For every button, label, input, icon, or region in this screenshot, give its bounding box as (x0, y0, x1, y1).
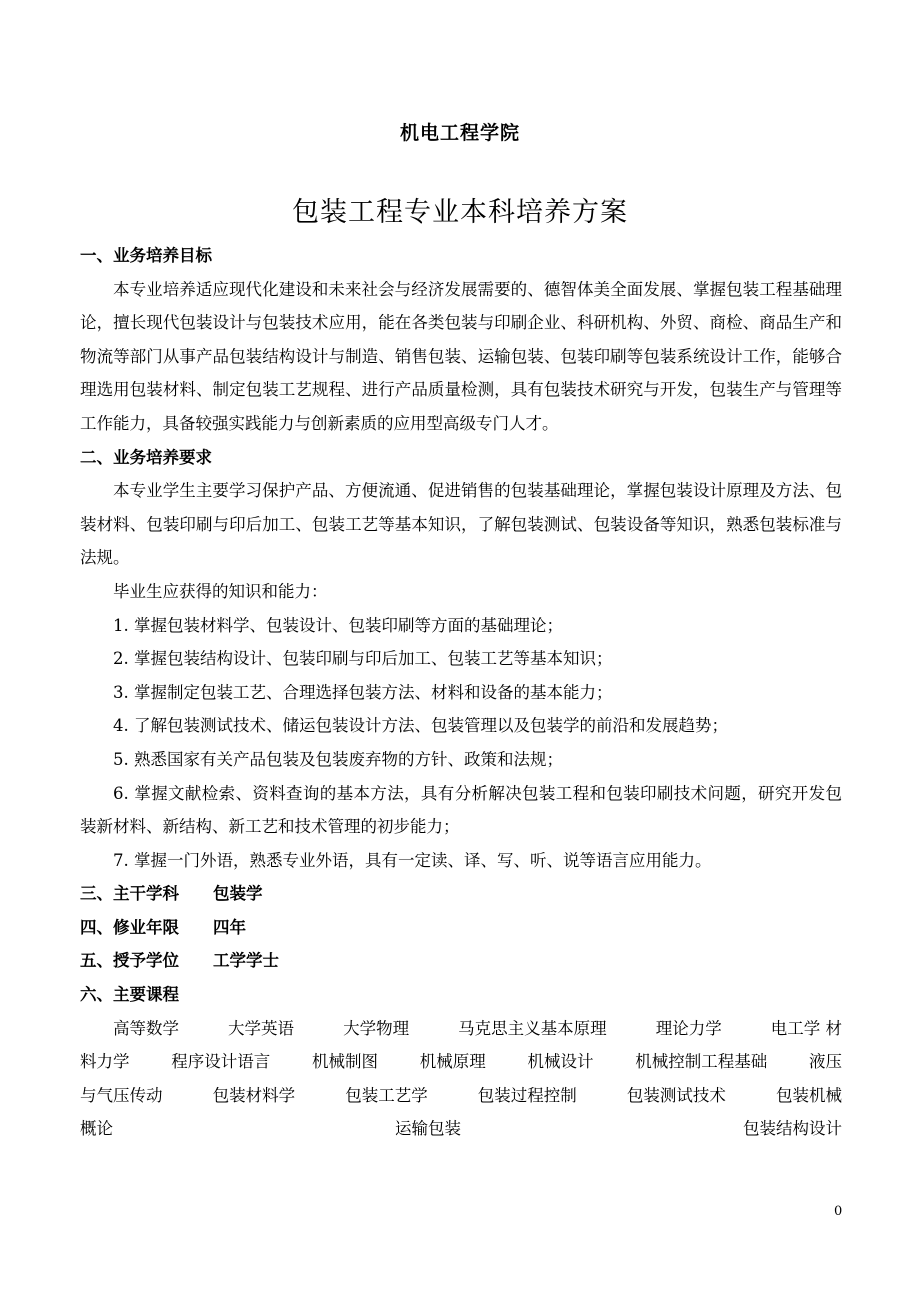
training-requirements-text: 本专业学生主要学习保护产品、方便流通、促进销售的包装基础理论，掌握包装设计原理及方法、包装材料、包装印刷与印后加工、包装工艺等基本知识，了解包装测试、包装设备等知识，熟悉包装标准与法规。 (80, 481, 842, 568)
course-char: 构 (792, 1119, 809, 1139)
list-item: 3. 掌握制定包装工艺、合理选择包装方法、材料和设备的基本能力； (113, 682, 613, 702)
course-char: 包 (743, 1119, 760, 1139)
courses-line-3 (80, 1079, 842, 1113)
list-item: 2. 掌握包装结构设计、包装印刷与印后加工、包装工艺等基本知识； (113, 649, 613, 669)
course-char: 概 (80, 1119, 97, 1139)
degree-value: 工学学士 (213, 951, 279, 971)
page-title: 包装工程专业本科培养方案 (292, 197, 628, 228)
course-item: 料力学 (80, 1052, 130, 1072)
courses-line-2 (80, 1045, 842, 1079)
study-duration-label: 四、修业年限 (80, 917, 179, 937)
course-char: 装 (444, 1119, 461, 1139)
degree-label: 五、授予学位 (80, 951, 179, 971)
course-item: 液压 (809, 1052, 842, 1072)
list-item: 4. 了解包装测试技术、储运包装设计方法、包装管理以及包装学的前沿和发展趋势； (113, 716, 728, 736)
courses-line-4 (80, 1112, 842, 1146)
degree-row (80, 944, 842, 978)
list-item: 1. 掌握包装材料学、包装设计、包装印刷等方面的基础理论； (113, 615, 563, 635)
course-item: 机械原理 (419, 1052, 486, 1072)
course-item: 理论力学 (655, 1018, 722, 1038)
section-heading-main-courses: 六、主要课程 (80, 985, 179, 1005)
college-name: 机电工程学院 (399, 122, 520, 144)
course-item: 包装材料学 (212, 1085, 296, 1105)
course-char: 运 (395, 1119, 412, 1139)
course-item: 机械设计 (527, 1052, 594, 1072)
course-item: 包装过程控制 (477, 1085, 577, 1105)
course-item: 高等数学 (113, 1018, 179, 1038)
list-item: 6. 掌握文献检索、资料查询的基本方法，具有分析解决包装工程和包装印刷技术问题，研究开发包装新材料、新结构、新工艺和技术管理的初步能力； (80, 783, 842, 837)
course-char: 论 (96, 1119, 113, 1139)
course-item: 机械制图 (312, 1052, 378, 1072)
study-duration-row (80, 911, 842, 945)
list-item: 7. 掌握一门外语，熟悉专业外语，具有一定读、译、写、听、说等语言应用能力。 (113, 850, 712, 870)
courses-line-1 (80, 1012, 842, 1046)
course-item: 大学英语 (228, 1018, 295, 1038)
course-item: 马克思主义基本原理 (458, 1018, 607, 1038)
document-body (80, 239, 842, 1146)
course-item: 包装测试技术 (626, 1085, 726, 1105)
course-item: 包装机械 (775, 1085, 842, 1105)
course-char: 计 (825, 1119, 842, 1139)
training-goal-text: 本专业培养适应现代化建设和未来社会与经济发展需要的、德智体美全面发展、掌握包装工程基础理论，擅长现代包装设计与包装技术应用，能在各类包装与印刷企业、科研机构、外贸、商检、商品生产和物流等部门从事产品包装结构设计与制造、销售包装、运输包装、包装印刷等包装系统设计工作，能够合理选用包装材料、制定包装工艺规程、进行产品质量检测，具有包装技术研究与开发，包装生产与管理等工作能力，具备较强实践能力与创新素质的应用型高级专门人才。 (80, 279, 842, 433)
page-number: 0 (834, 1204, 843, 1219)
list-item: 5. 熟悉国家有关产品包装及包装废弃物的方针、政策和法规； (113, 749, 563, 769)
course-item: 大学物理 (343, 1018, 410, 1038)
course-char: 装 (759, 1119, 776, 1139)
knowledge-abilities-heading: 毕业生应获得的知识和能力： (113, 581, 328, 601)
course-item: 电工学 材 (770, 1018, 842, 1038)
study-duration-value: 四年 (213, 917, 246, 937)
course-char: 包 (428, 1119, 445, 1139)
main-discipline-row (80, 877, 842, 911)
main-discipline-label: 三、主干学科 (80, 884, 179, 904)
course-item: 程序设计语言 (171, 1052, 271, 1072)
course-char: 输 (411, 1119, 428, 1139)
course-char: 设 (809, 1119, 826, 1139)
section-heading-training-requirements: 二、业务培养要求 (80, 447, 212, 467)
course-char: 结 (776, 1119, 793, 1139)
course-item: 包装工艺学 (345, 1085, 428, 1105)
main-discipline-value: 包装学 (213, 884, 263, 904)
course-item: 与气压传动 (80, 1085, 163, 1105)
course-item: 机械控制工程基础 (635, 1052, 768, 1072)
section-heading-training-goal: 一、业务培养目标 (80, 246, 212, 265)
